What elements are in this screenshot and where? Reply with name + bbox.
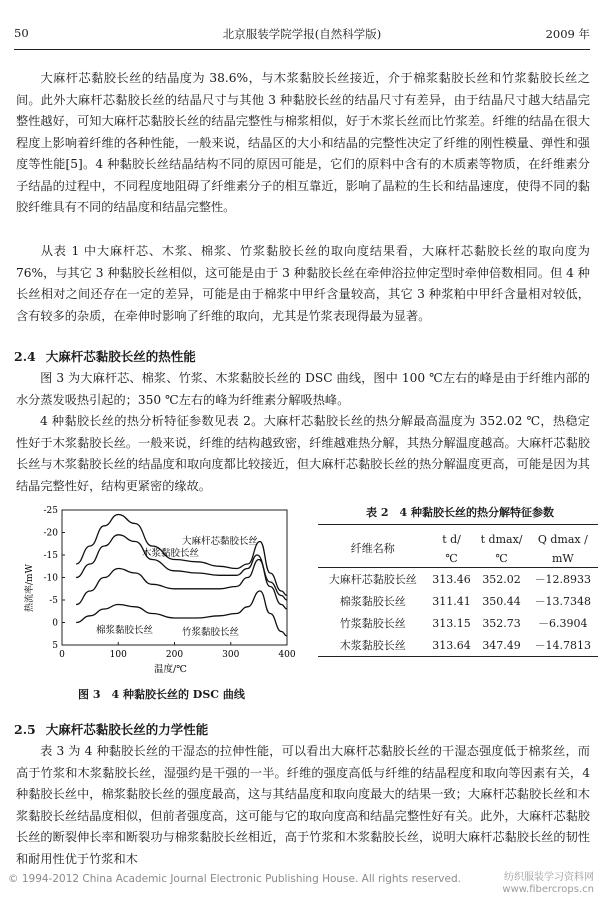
running-header	[14, 26, 590, 44]
cell: 棉浆黏胶长丝	[339, 595, 406, 608]
cell: 木浆黏胶长丝	[318, 634, 428, 657]
curve-cotton	[76, 560, 287, 610]
x-tick-label: 300	[222, 650, 240, 660]
paragraph-mechanical: 表 3 为 4 种黏胶长丝的干湿态的拉伸性能，可以看出大麻杆芯黏胶长丝的干湿态强度低于棉浆丝，而高于竹浆和木浆黏胶长丝，湿强约是干强的一半。纤维的强度高低与纤维的结晶程度和取向等因素有关，4 种黏胶长丝中，棉浆黏胶长丝的强度最高，这与其结晶度和取向度最大的结果一致；大麻杆芯黏胶长丝和木浆黏胶长丝结晶度相似，但前者强度高，这可能与它的取向度高和结晶完整性好有关。此外，大麻杆芯黏胶长丝的断裂伸长率和断裂功与棉浆黏胶长丝相近，高于竹浆和木浆黏胶长丝，说明大麻杆芯黏胶长丝的韧性和耐用性优于竹浆和木	[16, 744, 590, 866]
page-number: 50	[14, 26, 29, 40]
cell: 竹浆黏胶长丝	[339, 617, 406, 630]
table-2	[318, 524, 598, 657]
year: 2009 年	[545, 27, 590, 41]
header-rule	[14, 49, 590, 50]
paragraph-orientation: 从表 1 中大麻杆芯、木浆、棉浆、竹浆黏胶长丝的取向度结果看，大麻杆芯黏胶长丝的取向度为 76%，与其它 3 种黏胶长丝相似，这可能是由于 3 种黏胶长丝在牵伸浴拉伸定型时牵伸倍数相同。但 4 种长丝相对之间还存在一定的差异，可能是由于棉浆中甲纤含量较高，其它 3 种浆粕中甲纤含量相对较低，含有较多的杂质，在牵伸时影响了纤维的取向，尤其是竹浆表现得最为显著。	[16, 244, 590, 323]
label-bamboo: 竹浆黏胶长丝	[182, 627, 240, 638]
y-tick-label: 5	[52, 641, 58, 651]
cell: 313.46	[432, 572, 471, 586]
table-2-caption: 表 2 4 种黏胶长丝的热分解特征参数	[366, 506, 554, 519]
cell: －6.3904	[538, 617, 588, 630]
paragraph-dsc: 图 3 为大麻杆芯、棉浆、竹浆、木浆黏胶长丝的 DSC 曲线，图中 100 ℃左右的峰是由于纤维内部的水分蒸发吸热引起的；350 ℃左右的峰为纤维素分解吸热峰。	[16, 371, 590, 407]
paragraph-crystallinity: 大麻杆芯黏胶长丝的结晶度为 38.6%，与木浆黏胶长丝接近，介于棉浆黏胶长丝和竹浆黏胶长丝之间。此外大麻杆芯黏胶长丝的结晶尺寸与其他 3 种黏胶长丝的结晶尺寸有差异，由于结晶尺寸越大结晶完整性越好，可知大麻杆芯黏胶长丝的结晶完整性与棉浆相似，好于木浆长丝而比竹浆差。纤维的结晶在很大程度上影响着纤维的各种性能，一般来说，结晶区的大小和结晶的完整性决定了纤维的刚性模量、弹性和强度等性能[5]。4 种黏胶长丝结晶结构不同的原因可能是，它们的原料中含有的木质素等物质，在纤维素分子结晶的过程中，不同程度地阻碍了纤维素分子的相互靠近，影响了晶粒的生长和结晶速度，使得不同的黏胶纤维具有不同的结晶度和结晶完整性。	[16, 71, 590, 214]
th-td: t d/	[428, 525, 476, 550]
cell: 313.15	[432, 616, 471, 630]
cell: 347.49	[476, 634, 528, 657]
watermark: 纺织服装学习资料网 www.fibercrops.cn	[502, 872, 594, 895]
table-row	[318, 634, 598, 657]
y-tick-label: -5	[49, 596, 58, 606]
x-tick-label: 400	[278, 650, 296, 660]
journal-title: 北京服装学院学报(自然科学版)	[222, 27, 382, 41]
x-tick-label: 100	[109, 650, 127, 660]
y-tick-label: -25	[43, 506, 58, 516]
cell: －14.7813	[528, 634, 598, 657]
table-row	[318, 612, 598, 634]
x-tick-label: 200	[165, 650, 184, 660]
y-tick-label: -20	[43, 528, 58, 539]
section-heading-2-4: 2.4 大麻杆芯黏胶长丝的热性能	[14, 349, 196, 364]
th-td-unit: ℃	[428, 549, 476, 568]
cell: 352.02	[482, 572, 521, 586]
y-tick-label: 0	[52, 618, 58, 629]
cell: 大麻杆芯黏胶长丝	[328, 573, 417, 586]
cell: 313.64	[428, 634, 476, 657]
table-row	[318, 590, 598, 612]
th-name: 纤维名称	[318, 525, 428, 568]
label-hemp: 大麻杆芯黏胶长丝	[182, 536, 259, 547]
table-row	[318, 568, 598, 591]
cell: 311.41	[432, 594, 471, 608]
cell: －13.7348	[534, 595, 592, 608]
y-tick-label: -15	[43, 551, 58, 561]
th-tdmax: t dmax/	[476, 525, 528, 550]
label-cotton: 棉浆黏胶长丝	[96, 625, 154, 636]
th-tdmax-unit: ℃	[476, 549, 528, 568]
copyright-footer: © 1994-2012 China Academic Journal Electronic Publishing House. All rights reserved.	[8, 873, 461, 885]
label-wood: 木浆黏胶长丝	[142, 548, 200, 559]
cell: 352.73	[482, 616, 521, 630]
section-heading-2-5: 2.5 大麻杆芯黏胶长丝的力学性能	[14, 722, 209, 737]
x-tick-label: 0	[59, 650, 65, 660]
paragraph-thermal: 4 种黏胶长丝的热分析特征参数见表 2。大麻杆芯黏胶长丝的热分解最高温度为 352.02 ℃，热稳定性好于木浆黏胶长丝。一般来说，纤维的结构越致密，纤维越难热分解，其热分解温度越高。大麻杆芯黏胶长丝与木浆黏胶长丝的结晶度和取向度都比较接近，但大麻杆芯黏胶长丝的热分解温度更高，可能是因为其结晶完整性好，结构更紧密的缘故。	[16, 414, 590, 493]
x-axis-label: 温度/℃	[154, 664, 187, 675]
th-qdmax-unit: mW	[528, 549, 598, 568]
y-tick-label: -10	[43, 573, 58, 584]
y-axis-label: 热流率/mW	[25, 564, 35, 612]
figure-3-caption: 图 3 4 种黏胶长丝的 DSC 曲线	[78, 688, 245, 701]
figure-3-dsc-chart	[14, 500, 314, 675]
th-qdmax: Q dmax /	[528, 525, 598, 550]
dsc-curves	[76, 515, 287, 637]
cell: 350.44	[482, 594, 521, 608]
cell: －12.8933	[534, 573, 592, 586]
